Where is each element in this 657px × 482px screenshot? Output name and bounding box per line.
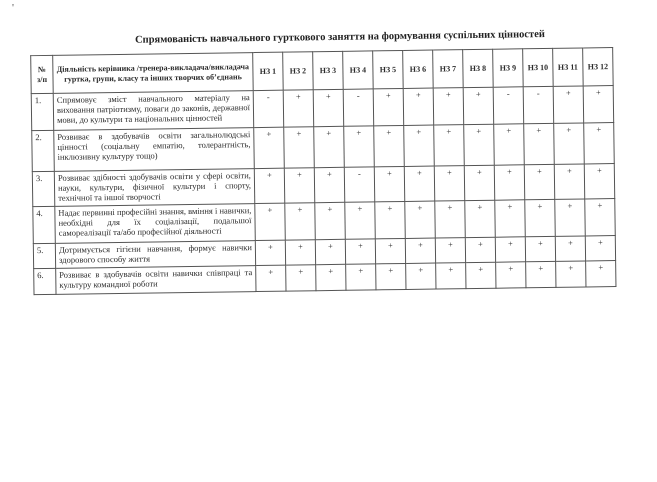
- header-nz: НЗ 3: [313, 51, 344, 89]
- row-mark: +: [586, 261, 616, 287]
- row-mark: +: [466, 262, 496, 288]
- row-mark: +: [375, 201, 406, 238]
- row-mark: -: [253, 90, 284, 127]
- scan-mark: ': [12, 2, 16, 14]
- row-mark: +: [464, 124, 495, 165]
- row-mark: +: [283, 90, 314, 127]
- row-activity: Надає первинні професійні знання, вміння і навички, необхідні для їх соціалізації, подальшої самореалізації та/або професійної діяльності: [55, 204, 255, 244]
- row-mark: +: [555, 199, 586, 236]
- row-mark: +: [554, 123, 585, 164]
- row-mark: +: [284, 168, 314, 203]
- header-nz: НЗ 1: [253, 52, 284, 90]
- row-mark: +: [375, 238, 405, 263]
- row-mark: +: [255, 203, 286, 240]
- row-number: 5.: [33, 243, 55, 268]
- row-activity: Розвиває в здобувачів освіти загальнолюдські цінності (соціальну емпатію, толерантність, інклюзивну культуру тощо): [54, 128, 255, 172]
- row-mark: +: [434, 125, 465, 166]
- header-nz: НЗ 6: [403, 50, 434, 88]
- row-mark: +: [315, 202, 346, 239]
- row-mark: +: [435, 238, 465, 263]
- row-mark: +: [584, 164, 614, 199]
- row-mark: +: [344, 126, 375, 167]
- row-mark: +: [434, 166, 464, 201]
- row-mark: +: [525, 199, 556, 236]
- row-mark: +: [526, 261, 556, 287]
- row-mark: +: [255, 240, 285, 265]
- header-nz: НЗ 7: [433, 50, 464, 88]
- row-mark: +: [433, 88, 464, 125]
- row-mark: +: [555, 236, 585, 261]
- row-mark: +: [465, 237, 495, 262]
- header-nz: НЗ 10: [523, 48, 554, 86]
- row-mark: +: [583, 86, 614, 123]
- row-mark: +: [256, 265, 286, 291]
- row-mark: -: [523, 86, 554, 123]
- header-nz: НЗ 8: [463, 49, 494, 87]
- header-nz: НЗ 5: [373, 50, 404, 88]
- row-mark: +: [494, 124, 525, 165]
- row-mark: +: [345, 239, 375, 264]
- row-mark: +: [373, 88, 404, 125]
- row-mark: -: [344, 167, 374, 202]
- row-mark: +: [374, 125, 405, 166]
- row-mark: +: [403, 88, 434, 125]
- row-activity: Розвиває в здобувачів освіти навички співпраці та культуру командної роботи: [56, 266, 256, 295]
- row-mark: +: [286, 265, 316, 291]
- row-mark: -: [343, 89, 374, 126]
- row-number: 6.: [34, 268, 56, 294]
- row-mark: +: [345, 202, 376, 239]
- row-mark: +: [495, 200, 526, 237]
- row-mark: +: [374, 166, 404, 201]
- header-nz: НЗ 4: [343, 51, 374, 89]
- row-activity: Спрямовує зміст навчального матеріалу на виховання патріотизму, поваги до законів, державної мови, до культури та національних цінностей: [53, 91, 253, 131]
- header-nz: НЗ 9: [493, 49, 524, 87]
- document-title: Спрямованість навчального гурткового заняття на формування суспільних цінностей: [134, 28, 545, 46]
- row-mark: +: [496, 262, 526, 288]
- header-nz: НЗ 11: [553, 48, 584, 86]
- row-mark: +: [495, 237, 525, 262]
- row-mark: +: [584, 123, 615, 164]
- header-activity: Діяльність керівника /тренера-викладача/викладача гуртка, групи, класу та інших творчих об’єднань: [53, 53, 254, 94]
- row-activity: Дотримується гігієни навчання, формує навички здорового способу життя: [55, 241, 255, 269]
- row-mark: +: [285, 240, 315, 265]
- row-mark: +: [524, 123, 555, 164]
- row-mark: -: [493, 87, 524, 124]
- row-mark: +: [406, 263, 436, 289]
- header-nz: НЗ 12: [583, 48, 614, 86]
- row-mark: +: [556, 261, 586, 287]
- row-mark: +: [525, 236, 555, 261]
- row-number: 1.: [31, 93, 54, 130]
- row-mark: +: [404, 166, 434, 201]
- row-mark: +: [585, 236, 615, 261]
- row-mark: +: [314, 167, 344, 202]
- row-mark: +: [254, 168, 284, 203]
- row-mark: +: [553, 86, 584, 123]
- row-mark: +: [314, 126, 345, 167]
- header-number: № з/п: [31, 55, 54, 93]
- row-mark: +: [285, 203, 316, 240]
- row-mark: +: [465, 200, 496, 237]
- row-mark: +: [405, 238, 435, 263]
- row-mark: +: [494, 165, 524, 200]
- row-mark: +: [405, 201, 436, 238]
- row-mark: +: [404, 125, 435, 166]
- row-mark: +: [284, 127, 315, 168]
- row-mark: +: [376, 263, 406, 289]
- row-mark: +: [554, 164, 584, 199]
- row-mark: +: [313, 89, 344, 126]
- values-table: [30, 47, 616, 295]
- row-mark: +: [346, 264, 376, 290]
- row-mark: +: [464, 165, 494, 200]
- row-mark: +: [435, 201, 466, 238]
- row-mark: +: [463, 87, 494, 124]
- row-mark: +: [585, 199, 616, 236]
- row-mark: +: [524, 164, 554, 199]
- row-activity: Розвиває здібності здобувачів освіти у сфері освіти, науки, культури, фізичної культури і спорту, технічної та іншої творчості: [54, 169, 254, 207]
- header-nz: НЗ 2: [283, 52, 314, 90]
- row-mark: +: [316, 264, 346, 290]
- row-mark: +: [436, 263, 466, 289]
- row-number: 3.: [32, 171, 54, 206]
- row-mark: +: [315, 239, 345, 264]
- row-number: 4.: [33, 206, 56, 243]
- row-number: 2.: [32, 130, 55, 171]
- row-mark: +: [254, 127, 285, 168]
